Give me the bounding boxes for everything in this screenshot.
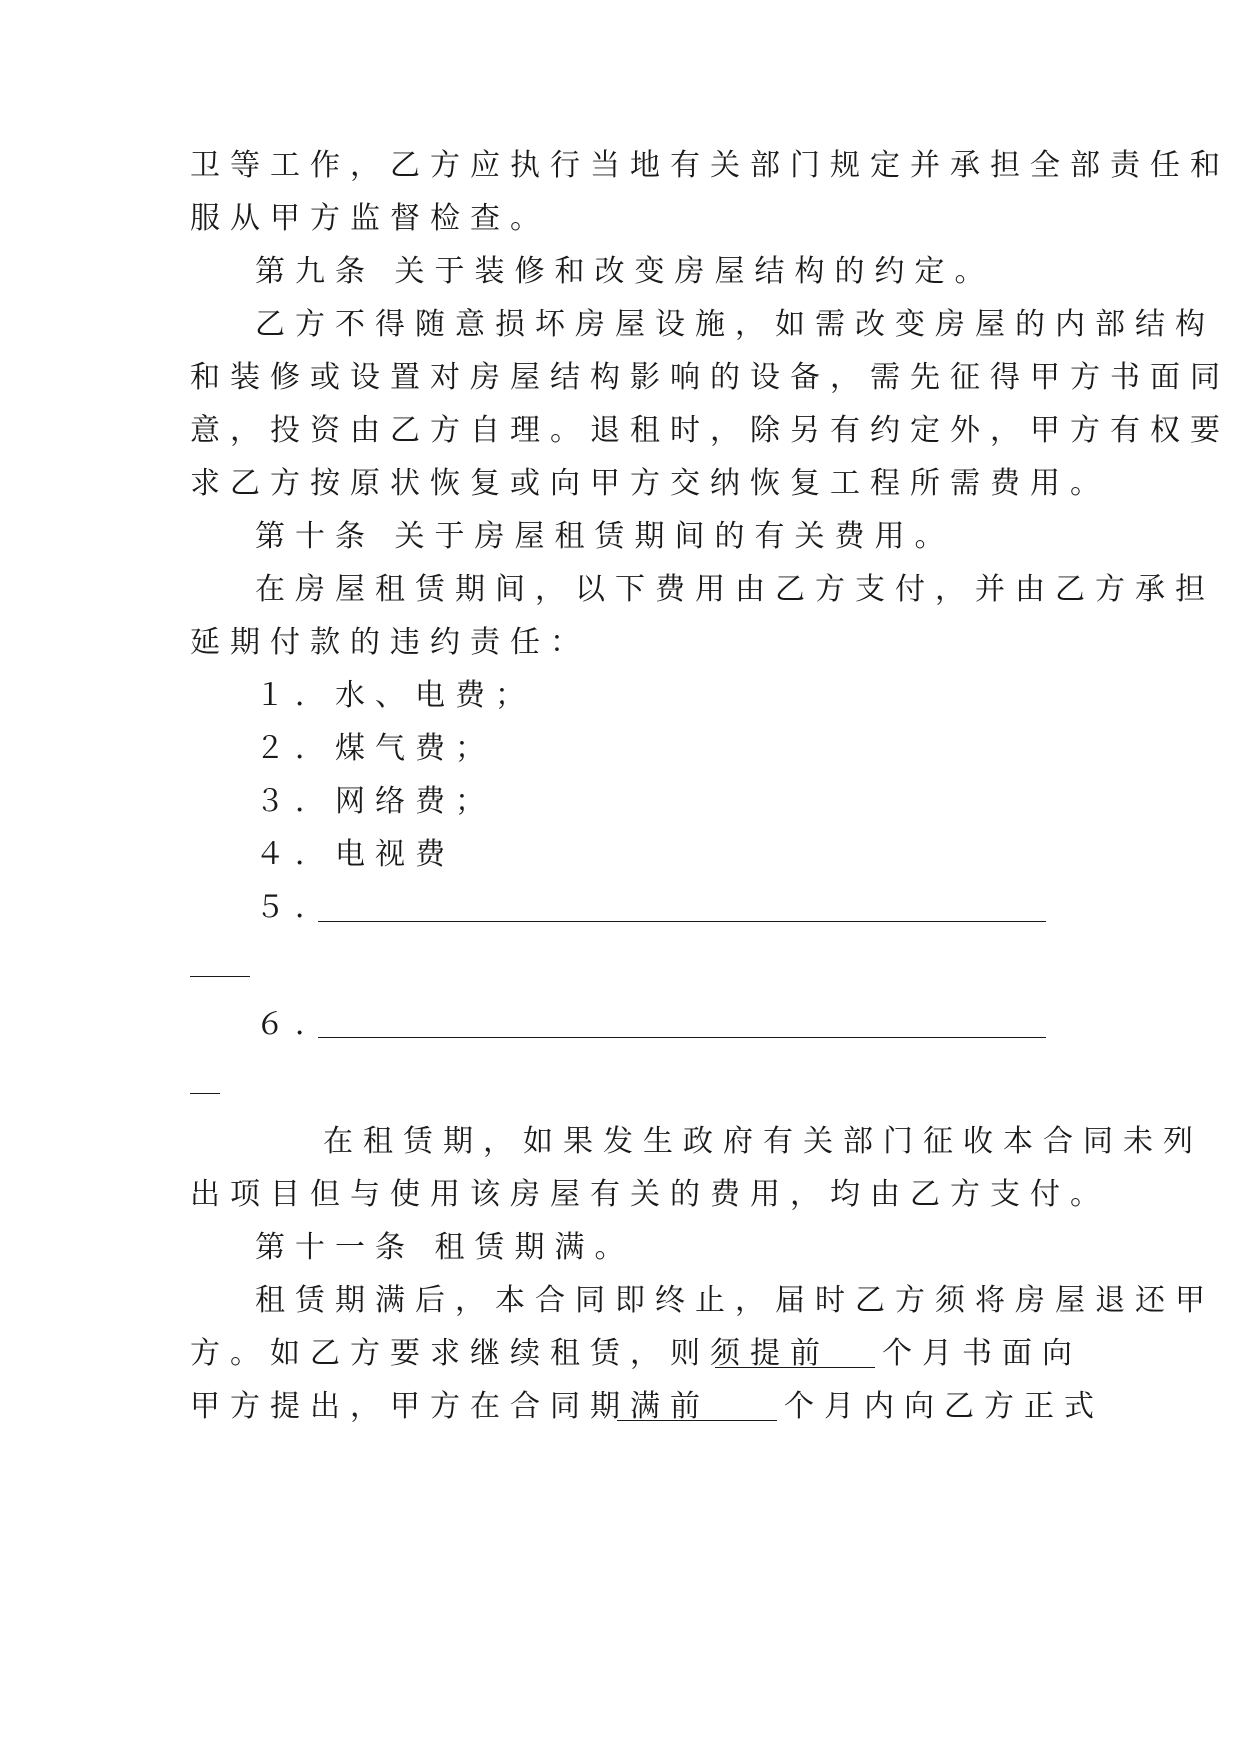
fill-in-blank [715, 1367, 875, 1368]
body-text-line: 求乙方按原状恢复或向甲方交纳恢复工程所需费用。 [190, 466, 1110, 501]
fill-in-blank [190, 976, 250, 977]
fill-in-blank [190, 1093, 220, 1094]
body-text-line: 在租赁期，如果发生政府有关部门征收本合同未列 [323, 1124, 1203, 1159]
list-item: ３．网络费； [255, 784, 495, 819]
article-heading: 第九条 关于装修和改变房屋结构的约定。 [255, 254, 995, 289]
list-item: ６． [255, 1007, 335, 1042]
body-text-line: 意，投资由乙方自理。退租时，除另有约定外，甲方有权要 [190, 413, 1230, 448]
body-text-line: 出项目但与使用该房屋有关的费用，均由乙方支付。 [190, 1177, 1110, 1212]
body-text-line: 延期付款的违约责任： [190, 625, 590, 660]
article-heading: 第十一条 租赁期满。 [255, 1230, 635, 1265]
list-item: ４．电视费 [255, 837, 455, 872]
list-item: ２．煤气费； [255, 731, 495, 766]
body-text-line: 方。如乙方要求继续租赁，则须提前 [190, 1336, 830, 1371]
fill-in-blank [318, 921, 1046, 922]
fill-in-blank [617, 1420, 777, 1421]
body-text-line: 和装修或设置对房屋结构影响的设备，需先征得甲方书面同 [190, 360, 1230, 395]
list-item: ５． [255, 890, 335, 925]
article-heading: 第十条 关于房屋租赁期间的有关费用。 [255, 519, 955, 554]
body-text-line: 服从甲方监督检查。 [190, 201, 550, 236]
body-text-line: 租赁期满后，本合同即终止，届时乙方须将房屋退还甲 [255, 1283, 1215, 1318]
body-text-line: 个月书面向 [882, 1336, 1082, 1371]
body-text-line: 卫等工作，乙方应执行当地有关部门规定并承担全部责任和 [190, 148, 1230, 183]
body-text-line: 在房屋租赁期间，以下费用由乙方支付，并由乙方承担 [255, 572, 1215, 607]
body-text-line: 个月内向乙方正式 [784, 1389, 1104, 1424]
body-text-line: 甲方提出，甲方在合同期满前 [190, 1389, 710, 1424]
body-text-line: 乙方不得随意损坏房屋设施，如需改变房屋的内部结构 [255, 307, 1215, 342]
fill-in-blank [318, 1037, 1046, 1038]
list-item: １．水、电费； [255, 678, 535, 713]
